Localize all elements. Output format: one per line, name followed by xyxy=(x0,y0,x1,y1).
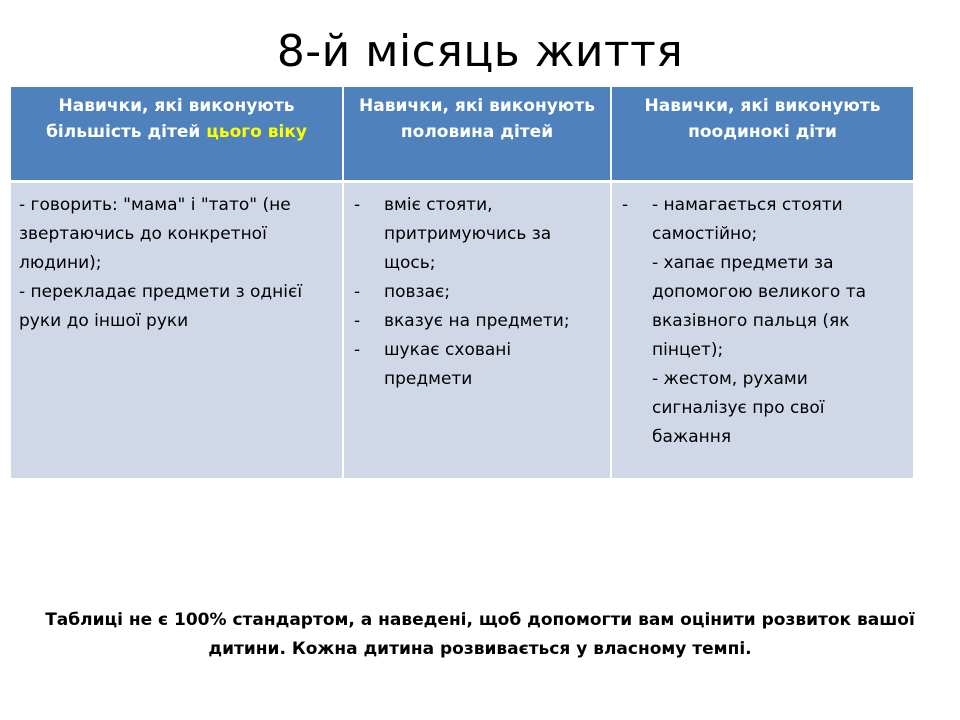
header-few-children: Навички, які виконують поодинокі діти xyxy=(611,87,913,181)
header-half-children: Навички, які виконують половина дітей xyxy=(343,87,611,181)
skills-table xyxy=(11,87,913,478)
table-row xyxy=(11,181,913,478)
list-item: - вміє стояти, притримуючись за щось; xyxy=(352,191,602,278)
skills-list xyxy=(620,191,905,249)
skills-list xyxy=(352,191,602,394)
list-item: - хапає предмети за допомогою великого та вказівного пальця (як пінцет); xyxy=(652,252,867,360)
list-item: - перекладає предмети з однієї руки до іншої руки xyxy=(19,281,303,331)
disclaimer-note: Таблиці не є 100% стандартом, а наведені, щоб допомогти вам оцінити розвиток вашої дитини. Кожна дитина розвивається у власному темпі. xyxy=(45,610,915,659)
header-most-children xyxy=(11,87,343,181)
list-item: - говорить: "мама" і "тато" (не звертаючись до конкретної людини); xyxy=(19,194,291,273)
cell-most-children xyxy=(11,181,343,478)
list-item: - шукає сховані предмети xyxy=(352,336,602,394)
slide-title: 8-й місяць життя xyxy=(276,26,684,77)
header-highlight: цього віку xyxy=(206,122,307,142)
cell-half-children xyxy=(343,181,611,478)
list-item: - повзає; xyxy=(352,278,602,307)
cell-few-children xyxy=(611,181,913,478)
table-header-row xyxy=(11,87,913,181)
list-item: - жестом, рухами сигналізує про свої бажання xyxy=(652,368,825,447)
list-item: - - намагається стояти самостійно; xyxy=(620,191,905,249)
list-item: - вказує на предмети; xyxy=(352,307,602,336)
header-most-children-text: Навички, які виконують більшість дітей xyxy=(46,96,295,142)
